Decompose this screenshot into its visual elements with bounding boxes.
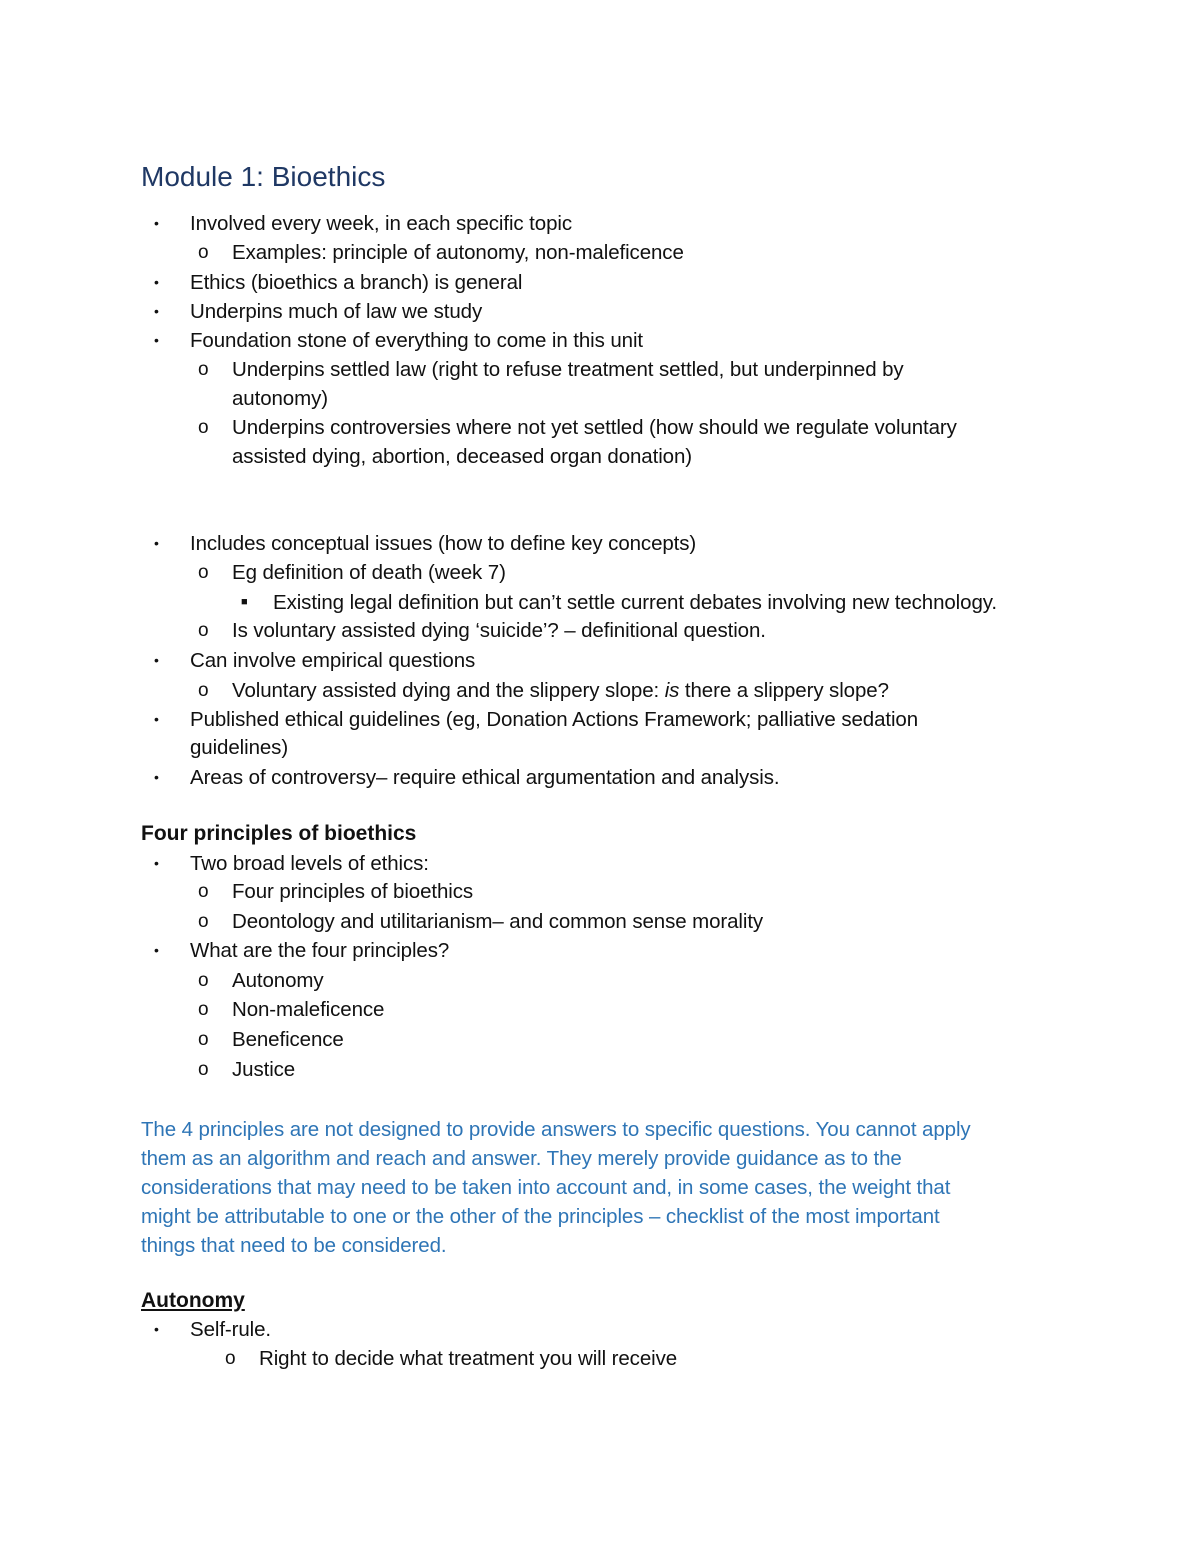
list-item: Voluntary assisted dying and the slippery slope: is there a slippery slope? bbox=[232, 679, 889, 702]
section-heading: Autonomy bbox=[141, 1289, 245, 1312]
list-item: Ethics (bioethics a branch) is general bbox=[190, 271, 523, 294]
list-item: Right to decide what treatment you will receive bbox=[259, 1347, 678, 1370]
note-paragraph bbox=[141, 1115, 1041, 1260]
list-item: Areas of controversy– require ethical argumentation and analysis. bbox=[190, 766, 780, 789]
list-item: What are the four principles? bbox=[190, 939, 450, 962]
bullet-icon: • bbox=[154, 274, 159, 290]
sub-bullet-icon: o bbox=[198, 562, 209, 583]
list-item: Self-rule. bbox=[190, 1318, 272, 1341]
list-item: Existing legal definition but can’t settle current debates involving new technology. bbox=[273, 591, 997, 614]
list-item-continuation: autonomy) bbox=[232, 387, 328, 410]
bullet-icon: • bbox=[154, 652, 159, 668]
sub-bullet-icon: o bbox=[198, 620, 209, 641]
sub-bullet-icon: o bbox=[198, 999, 209, 1020]
sub-bullet-icon: o bbox=[198, 970, 209, 991]
bullet-icon: • bbox=[154, 711, 159, 727]
emphasis: is bbox=[664, 679, 680, 702]
section-heading: Four principles of bioethics bbox=[141, 822, 417, 845]
sub-bullet-icon: o bbox=[198, 242, 209, 263]
list-item: Autonomy bbox=[232, 969, 324, 992]
list-item: Can involve empirical questions bbox=[190, 649, 476, 672]
bullet-icon: • bbox=[154, 1321, 159, 1337]
sub-bullet-icon: o bbox=[198, 1059, 209, 1080]
list-item: Underpins settled law (right to refuse treatment settled, but underpinned by bbox=[232, 358, 904, 381]
sub-bullet-icon: o bbox=[198, 1029, 209, 1050]
list-item: Eg definition of death (week 7) bbox=[232, 561, 506, 584]
note-line: The 4 principles are not designed to provide answers to specific questions. You cannot apply bbox=[141, 1118, 971, 1141]
sub-bullet-icon: o bbox=[198, 417, 209, 438]
sub-bullet-icon: o bbox=[225, 1348, 236, 1369]
sub-bullet-icon: o bbox=[198, 680, 209, 701]
square-bullet-icon: ■ bbox=[241, 596, 248, 608]
list-item: Includes conceptual issues (how to define key concepts) bbox=[190, 532, 697, 555]
list-item: Published ethical guidelines (eg, Donation Actions Framework; palliative sedation bbox=[190, 708, 919, 731]
sub-bullet-icon: o bbox=[198, 911, 209, 932]
page-title: Module 1: Bioethics bbox=[141, 161, 386, 192]
list-item: Underpins controversies where not yet settled (how should we regulate voluntary bbox=[232, 416, 957, 439]
note-line: things that need to be considered. bbox=[141, 1234, 447, 1257]
list-item: Two broad levels of ethics: bbox=[190, 852, 429, 875]
note-line: them as an algorithm and reach and answer. They merely provide guidance as to the bbox=[141, 1147, 902, 1170]
list-item-continuation: guidelines) bbox=[190, 736, 289, 759]
list-item: Involved every week, in each specific topic bbox=[190, 212, 572, 235]
bullet-icon: • bbox=[154, 303, 159, 319]
list-item: Beneficence bbox=[232, 1028, 344, 1051]
bullet-icon: • bbox=[154, 535, 159, 551]
list-item-continuation: assisted dying, abortion, deceased organ donation) bbox=[232, 445, 692, 468]
bullet-icon: • bbox=[154, 769, 159, 785]
note-line: considerations that may need to be taken into account and, in some cases, the weight that bbox=[141, 1176, 951, 1199]
list-item: Foundation stone of everything to come in this unit bbox=[190, 329, 644, 352]
list-item: Deontology and utilitarianism– and common sense morality bbox=[232, 910, 764, 933]
note-line: might be attributable to one or the other of the principles – checklist of the most important bbox=[141, 1205, 940, 1228]
list-item: Examples: principle of autonomy, non-maleficence bbox=[232, 241, 684, 264]
bullet-icon: • bbox=[154, 855, 159, 871]
sub-bullet-icon: o bbox=[198, 359, 209, 380]
bullet-icon: • bbox=[154, 215, 159, 231]
list-item: Underpins much of law we study bbox=[190, 300, 483, 323]
list-item: Justice bbox=[232, 1058, 296, 1081]
bullet-icon: • bbox=[154, 942, 159, 958]
list-item: Four principles of bioethics bbox=[232, 880, 474, 903]
list-item: Is voluntary assisted dying ‘suicide’? – definitional question. bbox=[232, 619, 766, 642]
sub-bullet-icon: o bbox=[198, 881, 209, 902]
list-item: Non-maleficence bbox=[232, 998, 385, 1021]
bullet-icon: • bbox=[154, 332, 159, 348]
